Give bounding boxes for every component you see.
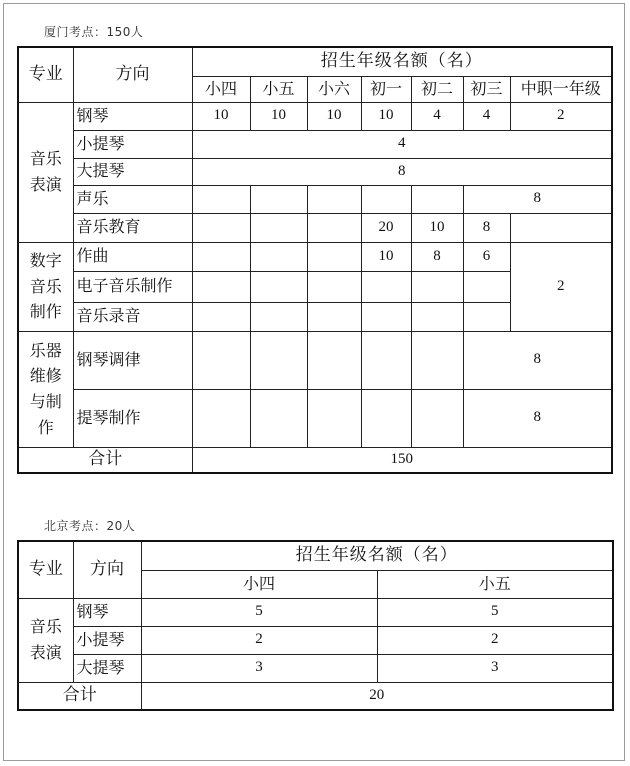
empty-cell xyxy=(411,271,463,302)
empty-cell xyxy=(361,389,411,447)
empty-cell xyxy=(411,185,463,213)
header-quota: 招生年级名额（名） xyxy=(192,47,612,76)
empty-cell xyxy=(307,331,361,389)
empty-cell xyxy=(361,331,411,389)
empty-cell xyxy=(192,302,250,331)
empty-cell xyxy=(307,302,361,331)
empty-cell xyxy=(250,185,307,213)
quota-cell: 8 xyxy=(411,242,463,271)
empty-cell xyxy=(411,331,463,389)
empty-cell xyxy=(411,302,463,331)
empty-cell xyxy=(192,242,250,271)
direction-cell: 钢琴 xyxy=(73,102,192,130)
quota-cell: 4 xyxy=(411,102,463,130)
empty-cell xyxy=(250,302,307,331)
direction-cell: 提琴制作 xyxy=(73,389,192,447)
major-digital: 数字音乐制作 xyxy=(18,242,73,331)
quota-cell: 8 xyxy=(192,158,612,185)
direction-cell: 声乐 xyxy=(73,185,192,213)
direction-cell: 大提琴 xyxy=(73,158,192,185)
total-label: 合计 xyxy=(18,682,141,710)
empty-cell xyxy=(463,302,510,331)
grade-header: 小五 xyxy=(250,76,307,102)
quota-cell: 2 xyxy=(377,626,613,654)
empty-cell xyxy=(250,213,307,242)
direction-cell: 小提琴 xyxy=(73,626,141,654)
empty-cell xyxy=(307,242,361,271)
quota-cell: 10 xyxy=(307,102,361,130)
header-major: 专业 xyxy=(18,541,73,598)
header-direction: 方向 xyxy=(73,541,141,598)
empty-cell xyxy=(250,242,307,271)
quota-cell: 2 xyxy=(510,102,612,130)
grade-header: 小四 xyxy=(192,76,250,102)
quota-cell: 3 xyxy=(377,654,613,682)
quota-cell: 10 xyxy=(361,242,411,271)
empty-cell xyxy=(192,331,250,389)
direction-cell: 音乐录音 xyxy=(73,302,192,331)
empty-cell xyxy=(463,271,510,302)
empty-cell xyxy=(307,271,361,302)
quota-cell: 5 xyxy=(141,598,377,626)
empty-cell xyxy=(411,389,463,447)
major-performance: 音乐表演 xyxy=(18,102,73,242)
quota-cell: 10 xyxy=(192,102,250,130)
empty-cell xyxy=(192,389,250,447)
quota-cell: 10 xyxy=(250,102,307,130)
quota-cell: 8 xyxy=(463,185,612,213)
quota-cell: 8 xyxy=(463,213,510,242)
quota-cell: 4 xyxy=(463,102,510,130)
empty-cell xyxy=(192,271,250,302)
quota-cell: 4 xyxy=(192,130,612,158)
total-value: 20 xyxy=(141,682,613,710)
empty-cell xyxy=(192,213,250,242)
empty-cell xyxy=(250,271,307,302)
direction-cell: 钢琴调律 xyxy=(73,331,192,389)
empty-cell xyxy=(510,213,612,242)
quota-cell: 8 xyxy=(463,389,612,447)
grade-header: 小五 xyxy=(377,570,613,598)
direction-cell: 作曲 xyxy=(73,242,192,271)
quota-cell: 3 xyxy=(141,654,377,682)
direction-cell: 电子音乐制作 xyxy=(73,271,192,302)
quota-cell: 2 xyxy=(141,626,377,654)
direction-cell: 音乐教育 xyxy=(73,213,192,242)
quota-cell: 2 xyxy=(510,242,612,331)
major-performance: 音乐表演 xyxy=(18,598,73,682)
direction-cell: 小提琴 xyxy=(73,130,192,158)
empty-cell xyxy=(361,302,411,331)
empty-cell xyxy=(361,271,411,302)
quota-cell: 20 xyxy=(361,213,411,242)
direction-cell: 大提琴 xyxy=(73,654,141,682)
header-quota: 招生年级名额（名） xyxy=(141,541,613,570)
empty-cell xyxy=(192,185,250,213)
empty-cell xyxy=(307,389,361,447)
beijing-quota-table xyxy=(17,540,614,711)
quota-cell: 10 xyxy=(411,213,463,242)
total-label: 合计 xyxy=(18,447,192,473)
header-major: 专业 xyxy=(18,47,73,102)
empty-cell xyxy=(307,185,361,213)
quota-cell: 5 xyxy=(377,598,613,626)
grade-header: 小六 xyxy=(307,76,361,102)
empty-cell xyxy=(250,389,307,447)
grade-header: 初三 xyxy=(463,76,510,102)
empty-cell xyxy=(250,331,307,389)
grade-header: 初二 xyxy=(411,76,463,102)
quota-cell: 6 xyxy=(463,242,510,271)
quota-cell: 10 xyxy=(361,102,411,130)
total-value: 150 xyxy=(192,447,612,473)
header-direction: 方向 xyxy=(73,47,192,102)
major-instrument: 乐器维修与制作 xyxy=(18,331,73,447)
grade-header: 初一 xyxy=(361,76,411,102)
direction-cell: 钢琴 xyxy=(73,598,141,626)
beijing-caption: 北京考点：20人 xyxy=(44,519,136,533)
xiamen-caption: 厦门考点：150人 xyxy=(44,25,144,39)
grade-header: 小四 xyxy=(141,570,377,598)
quota-cell: 8 xyxy=(463,331,612,389)
empty-cell xyxy=(307,213,361,242)
xiamen-quota-table xyxy=(17,46,613,474)
empty-cell xyxy=(361,185,411,213)
grade-header: 中职一年级 xyxy=(510,76,612,102)
